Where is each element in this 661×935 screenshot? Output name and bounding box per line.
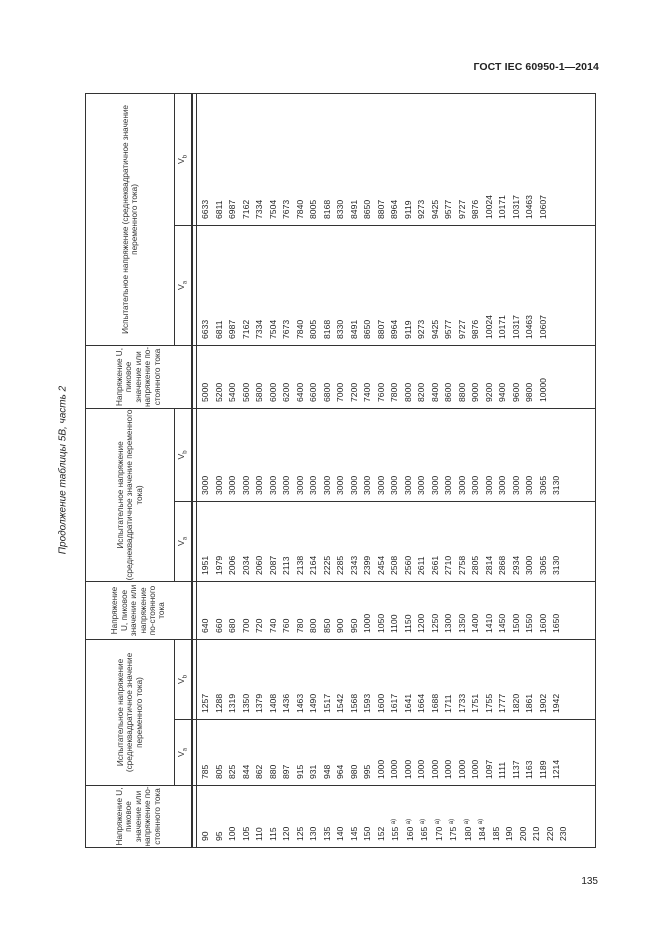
table-cell: 3000: [321, 475, 332, 495]
table-cell: 130: [308, 826, 319, 841]
table-cell: 7673: [281, 199, 292, 219]
table-cell: 2814: [483, 555, 494, 575]
table-cell: 3000: [470, 475, 481, 495]
table-container: [85, 94, 596, 848]
table-cell: 6811: [213, 200, 224, 219]
table-cell: 8600: [443, 382, 454, 402]
table-cell: 1137: [510, 760, 521, 779]
table-cell: 862: [254, 764, 265, 779]
table-cell: 2113: [281, 556, 292, 575]
value-list: [197, 502, 564, 575]
table-cell: 10171: [497, 315, 508, 339]
table-cell: 1641: [402, 693, 413, 713]
table-cell: 1490: [308, 693, 319, 713]
table-cell: 135: [321, 826, 332, 841]
table-cell: 5400: [227, 382, 238, 402]
table-cell: 680: [227, 618, 238, 633]
table-cell: 2805: [470, 555, 481, 575]
table-cell: 931: [308, 764, 319, 779]
table-cell: 800: [308, 618, 319, 633]
table-cell: 1600: [537, 613, 548, 633]
table-cell: 9400: [497, 382, 508, 402]
table-cell-with-note: [388, 786, 403, 841]
table-values-row: [197, 93, 596, 847]
table-cell: 950: [348, 618, 359, 633]
table-cell: 7162: [240, 199, 251, 219]
table-cell: 9425: [429, 319, 440, 339]
table-cell: 145: [348, 826, 359, 841]
table-cell: 1733: [456, 693, 467, 713]
table-cell: 1664: [416, 693, 427, 713]
table-cell: 785: [200, 764, 211, 779]
va-subheader: $V_a$: [175, 225, 193, 345]
table-cell: 9577: [443, 319, 454, 339]
table-cell: 6633: [200, 319, 211, 339]
table-cell: 184: [477, 826, 488, 841]
table-cell: 7840: [294, 319, 305, 339]
table-cell-with-note: [432, 786, 447, 841]
table-cell: 90: [200, 831, 211, 841]
table-cell: 1200: [416, 613, 427, 633]
voltage-column: [197, 786, 596, 848]
value-list: [197, 94, 550, 219]
table-cell: 8964: [389, 199, 400, 219]
table-cell: 964: [335, 764, 346, 779]
table-cell: 780: [294, 618, 305, 633]
voltage-column: [197, 581, 596, 639]
table-cell: 1000: [375, 759, 386, 779]
table-cell: 220: [544, 826, 555, 841]
table-cell: 2225: [321, 555, 332, 575]
table-cell: 6600: [308, 382, 319, 402]
table-cell: 6633: [200, 199, 211, 219]
table-cell: 1000: [362, 613, 373, 633]
value-list: [197, 409, 564, 495]
table-cell: 2164: [308, 555, 319, 575]
table-cell: 660: [213, 618, 224, 633]
table-cell: 825: [227, 764, 238, 779]
table-cell-with-note: [461, 786, 476, 841]
va-subheader: $V_a$: [175, 501, 193, 581]
table-cell: 1288: [213, 693, 224, 713]
table-cell: 7800: [389, 382, 400, 402]
table-cell: 3000: [308, 475, 319, 495]
table-cell: 3000: [497, 475, 508, 495]
table-cell: 1189: [537, 760, 548, 779]
vb-column: [197, 408, 596, 501]
table-cell: 1861: [524, 693, 535, 713]
table-cell: 3000: [524, 475, 535, 495]
vb-column: [197, 93, 596, 225]
table-cell: 720: [254, 618, 265, 633]
table-cell: 115: [267, 827, 278, 841]
table-cell: 3000: [362, 475, 373, 495]
table-cell: 8168: [321, 319, 332, 339]
table-cell: 880: [267, 764, 278, 779]
table-cell: 897: [281, 764, 292, 779]
table-cell: 8005: [308, 319, 319, 339]
table-cell: 3000: [443, 475, 454, 495]
table-cell: 3000: [281, 475, 292, 495]
table-cell: 10024: [483, 315, 494, 339]
table-cell: 1450: [497, 613, 508, 633]
table-cell: 3000: [375, 475, 386, 495]
table-cell: 9876: [470, 319, 481, 339]
footnote-marker: а): [420, 818, 427, 825]
table-cell: 170: [433, 826, 444, 841]
voltage-header: Напряжение U, пиковое значение или напряжение по-стоянного тока: [86, 786, 193, 848]
table-cell: 8200: [416, 382, 427, 402]
va-subheader: $V_a$: [175, 720, 193, 786]
vb-subheader: $V_b$: [175, 639, 193, 719]
table-cell: 185: [490, 826, 501, 841]
table-cell: 5800: [254, 382, 265, 402]
table-cell: 1979: [213, 555, 224, 575]
table-subheader-row: [175, 93, 193, 847]
table-cell: 105: [240, 826, 251, 841]
table-cell: 1100: [389, 614, 400, 633]
table-cell: 5200: [213, 382, 224, 402]
table-cell: 2868: [497, 555, 508, 575]
page-number: 135: [581, 876, 598, 887]
table-cell: 3000: [254, 475, 265, 495]
table-cell: 125: [294, 826, 305, 841]
table-cell: 110: [254, 827, 265, 841]
table-cell: 7162: [240, 319, 251, 339]
table-cell: 2006: [227, 555, 238, 575]
table-cell: 6000: [267, 382, 278, 402]
table-header-row: [86, 93, 175, 847]
table-cell: 155: [390, 826, 401, 841]
voltage-column: [197, 345, 596, 408]
table-cell-with-note: [403, 786, 418, 841]
table-cell: 2710: [443, 555, 454, 575]
table-cell: 1550: [524, 613, 535, 633]
table-cell: 1820: [510, 693, 521, 713]
table-cell: 2611: [416, 556, 427, 575]
table-cell: 1111: [497, 761, 508, 779]
table-cell: 8964: [389, 319, 400, 339]
table-cell: 2454: [375, 555, 386, 575]
table-cell: 1000: [456, 759, 467, 779]
table-cell: 1650: [551, 613, 562, 633]
table-cell: 175: [448, 826, 459, 841]
table-cell: 6200: [281, 382, 292, 402]
value-list: [197, 226, 550, 339]
table-cell: 3000: [483, 475, 494, 495]
table-cell: 3000: [294, 475, 305, 495]
value-list: [197, 640, 564, 713]
table-cell: 8330: [335, 199, 346, 219]
table-cell-with-note: [446, 786, 461, 841]
table-cell: 8000: [402, 382, 413, 402]
table-cell: 3000: [524, 555, 535, 575]
table-cell: 8491: [348, 199, 359, 219]
table-cell: 760: [281, 618, 292, 633]
table-cell: 10463: [524, 195, 535, 219]
table-cell: 210: [531, 826, 542, 841]
table-cell: 160: [404, 826, 415, 841]
va-column: [197, 720, 596, 786]
table-cell: 7334: [254, 199, 265, 219]
table-cell: 9273: [416, 319, 427, 339]
table-cell: 3000: [213, 475, 224, 495]
table-cell: 2399: [362, 555, 373, 575]
table-cell: 5000: [200, 382, 211, 402]
vb-column: [197, 639, 596, 719]
table-cell: 1400: [470, 613, 481, 633]
table-cell: 1350: [456, 613, 467, 633]
table-cell: 1097: [483, 759, 494, 779]
table-cell: 1500: [510, 613, 521, 633]
table-cell: 3000: [416, 475, 427, 495]
table-cell: 8650: [362, 199, 373, 219]
table-cell: 2034: [240, 555, 251, 575]
table-cell: 2758: [456, 555, 467, 575]
table-cell: 1593: [362, 693, 373, 713]
footnote-marker: а): [478, 818, 485, 825]
table-cell: 95: [213, 831, 224, 841]
table-cell: 7400: [362, 382, 373, 402]
table-cell: 948: [321, 764, 332, 779]
table-cell: 1163: [524, 760, 535, 779]
table-cell: 6811: [213, 320, 224, 339]
table-cell: 700: [240, 618, 251, 633]
table-cell: 3000: [402, 475, 413, 495]
table-cell: 1951: [200, 555, 211, 575]
table-cell: 8005: [308, 199, 319, 219]
table-cell: 1319: [227, 693, 238, 713]
table-cell: 1000: [416, 759, 427, 779]
table-cell: 3000: [267, 475, 278, 495]
vb-subheader: $V_b$: [175, 93, 193, 225]
table-cell: 3130: [551, 475, 562, 495]
table-cell: 844: [240, 764, 251, 779]
va-column: [197, 225, 596, 345]
table-cell: 2060: [254, 555, 265, 575]
table-cell: 1000: [389, 759, 400, 779]
table-cell: 980: [348, 764, 359, 779]
table-cell: 9425: [429, 199, 440, 219]
table-cell: 3130: [551, 555, 562, 575]
table-cell: 915: [294, 764, 305, 779]
table-cell: 1000: [443, 759, 454, 779]
table-cell: 6400: [294, 382, 305, 402]
table-cell: 10463: [524, 315, 535, 339]
table-cell: 1617: [389, 693, 400, 713]
table-cell: 9600: [510, 382, 521, 402]
table-cell: 7334: [254, 319, 265, 339]
test-voltage-header: Испытательное напряжение (среднеквадратичное значение переменного тока): [86, 408, 175, 581]
table-cell: 8800: [456, 382, 467, 402]
table-cell: 3000: [200, 475, 211, 495]
footnote-marker: а): [434, 818, 441, 825]
table-cell: 3000: [456, 475, 467, 495]
table-cell: 2560: [402, 555, 413, 575]
table-cell: 1214: [551, 759, 562, 779]
table-cell: 3000: [348, 475, 359, 495]
table-cell: 1250: [429, 613, 440, 633]
table-cell: 8400: [429, 382, 440, 402]
table-cell: 1257: [200, 693, 211, 713]
table-cell: 1542: [335, 693, 346, 713]
table-cell: 1600: [375, 693, 386, 713]
value-list: [197, 346, 550, 402]
table-cell: 190: [504, 826, 515, 841]
table-cell: 805: [213, 764, 224, 779]
table-cell: 1777: [497, 693, 508, 713]
table-cell: 1436: [281, 693, 292, 713]
table-cell: 7504: [267, 319, 278, 339]
table-cell: 640: [200, 618, 211, 633]
table-cell: 2138: [294, 555, 305, 575]
table-cell: 100: [227, 826, 238, 841]
table-cell: 1379: [254, 693, 265, 713]
table-cell: 8168: [321, 199, 332, 219]
table-cell: 9273: [416, 199, 427, 219]
table-cell: 1463: [294, 693, 305, 713]
table-cell: 8650: [362, 319, 373, 339]
standard-code: ГОСТ IEC 60950-1—2014: [473, 61, 599, 73]
table-cell: 10607: [537, 315, 548, 339]
table-cell: 9200: [483, 382, 494, 402]
table-cell: 2934: [510, 555, 521, 575]
table-cell: 1408: [267, 693, 278, 713]
table-cell: 740: [267, 618, 278, 633]
table-cell: 2661: [429, 555, 440, 575]
table-cell: 200: [517, 826, 528, 841]
footnote-marker: а): [449, 818, 456, 825]
table-cell: 1751: [470, 693, 481, 713]
test-voltage-table: [85, 93, 596, 848]
table-cell: 10317: [510, 195, 521, 219]
table-cell: 1150: [402, 614, 413, 633]
table-cell: 9727: [456, 319, 467, 339]
table-cell: 230: [558, 826, 569, 841]
vb-subheader: $V_b$: [175, 408, 193, 501]
table-cell: 9119: [402, 320, 413, 339]
table-cell: 2508: [389, 555, 400, 575]
table-cell: 120: [281, 826, 292, 841]
table-cell: 8807: [375, 319, 386, 339]
table-cell: 1568: [348, 693, 359, 713]
test-voltage-header: Испытательное напряжение (среднеквадратичное значение переменного тока): [86, 639, 175, 785]
table-cell: 7673: [281, 319, 292, 339]
table-caption: Продолжение таблицы 5В, часть 2: [57, 385, 69, 555]
table-cell: 3065: [537, 475, 548, 495]
table-cell: 7840: [294, 199, 305, 219]
footnote-marker: а): [463, 818, 470, 825]
table-cell: 2087: [267, 555, 278, 575]
table-cell: 995: [362, 764, 373, 779]
voltage-header: Напряжение U, пиковое значение или напряжение по-стоянного тока: [86, 581, 193, 639]
table-cell: 3000: [227, 475, 238, 495]
table-cell: 9876: [470, 199, 481, 219]
table-cell: 9727: [456, 199, 467, 219]
table-cell: 1000: [429, 759, 440, 779]
table-cell: 9800: [524, 382, 535, 402]
table-cell: 7600: [375, 382, 386, 402]
value-list: [197, 720, 564, 779]
table-cell: 8491: [348, 319, 359, 339]
test-voltage-header: Испытательное напряжение (среднеквадратичное значение переменного тока): [86, 93, 175, 345]
table-cell: 165: [419, 826, 430, 841]
table-cell: 10317: [510, 315, 521, 339]
value-list: [197, 582, 564, 633]
table-cell: 2285: [335, 555, 346, 575]
table-cell: 6987: [227, 319, 238, 339]
va-column: [197, 501, 596, 581]
table-cell: 5600: [240, 382, 251, 402]
table-cell: 1711: [443, 694, 454, 713]
table-cell: 150: [362, 826, 373, 841]
table-cell: 9119: [402, 200, 413, 219]
table-cell: 8807: [375, 199, 386, 219]
footnote-marker: а): [405, 818, 412, 825]
table-cell: 6800: [321, 382, 332, 402]
table-cell: 10171: [497, 195, 508, 219]
voltage-header: Напряжение U, пиковое значение или напряжение по-стоянного тока: [86, 345, 193, 408]
table-cell: 1755: [483, 693, 494, 713]
table-cell: 10000: [537, 378, 548, 402]
table-cell: 1000: [470, 759, 481, 779]
table-cell: 6987: [227, 199, 238, 219]
table-cell: 1902: [537, 693, 548, 713]
table-cell: 9000: [470, 382, 481, 402]
table-cell: 850: [321, 618, 332, 633]
table-cell: 1000: [402, 759, 413, 779]
table-cell: 8330: [335, 319, 346, 339]
table-cell: 1517: [321, 693, 332, 713]
table-cell: 1050: [375, 613, 386, 633]
table-cell: 180: [462, 826, 473, 841]
table-cell: 10024: [483, 195, 494, 219]
table-cell: 2343: [348, 555, 359, 575]
value-list: [197, 786, 571, 841]
table-cell: 1410: [483, 613, 494, 633]
table-cell-with-note: [417, 786, 432, 841]
table-cell: 140: [335, 826, 346, 841]
table-cell: 7200: [348, 382, 359, 402]
table-cell: 1942: [551, 693, 562, 713]
table-cell: 1300: [443, 613, 454, 633]
table-cell: 1350: [240, 693, 251, 713]
footnote-marker: а): [391, 818, 398, 825]
table-cell: 3000: [389, 475, 400, 495]
table-cell: 3000: [240, 475, 251, 495]
table-cell-with-note: [475, 786, 490, 841]
table-cell: 10607: [537, 195, 548, 219]
table-cell: 7504: [267, 199, 278, 219]
table-cell: 1688: [429, 693, 440, 713]
table-cell: 3000: [335, 475, 346, 495]
table-cell: 900: [335, 618, 346, 633]
table-caption-box: [50, 94, 76, 846]
table-cell: 3000: [510, 475, 521, 495]
table-cell: 3065: [537, 555, 548, 575]
table-cell: 9577: [443, 199, 454, 219]
table-cell: 3000: [429, 475, 440, 495]
table-cell: 7000: [335, 382, 346, 402]
table-cell: 152: [375, 826, 386, 841]
